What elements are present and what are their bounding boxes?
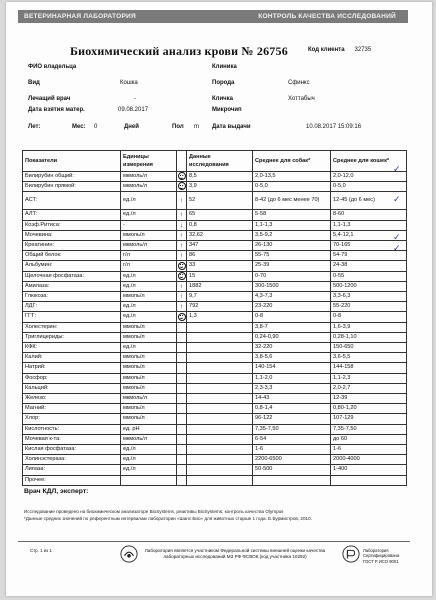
cell-indicator: ГГТ:: [23, 312, 121, 322]
arrow-up-icon: ↑: [177, 281, 187, 291]
table-row: [23, 292, 407, 302]
cell-result: [187, 424, 253, 434]
nickname-value: Хоттабыч: [288, 96, 315, 102]
check-mark-icon: ✓: [393, 243, 401, 253]
cell-flag: [177, 414, 187, 424]
cell-indicator: КФК:: [23, 343, 121, 353]
page-number: Стр. 1 из 1: [30, 548, 52, 553]
table-row: [23, 230, 407, 240]
table-header-row: [23, 151, 407, 172]
cell-units: ед./л: [121, 465, 177, 475]
cell-cat-ref: 0-5,0: [331, 182, 407, 192]
arrow-up-icon: ↑: [177, 230, 187, 240]
cell-cat-ref: 55-220: [331, 302, 407, 312]
table-row: [23, 182, 407, 192]
col-units: Единицы измерения: [121, 151, 177, 172]
arrow-up-icon: ↑: [177, 192, 187, 210]
cell-cat-ref: 8-60: [331, 210, 407, 220]
cell-units: ед./л: [121, 281, 177, 291]
arrow-up-icon: ↑: [177, 292, 187, 302]
cell-dog-ref: 5-58: [253, 210, 331, 220]
cell-units: мкмоль/л: [121, 182, 177, 192]
cell-result: [187, 383, 253, 393]
cell-cat-ref: 1-6: [331, 445, 407, 455]
cell-flag: [177, 332, 187, 342]
arrow-down-icon: ↓: [177, 220, 187, 230]
cell-dog-ref: 14-43: [253, 394, 331, 404]
lab-doctor-label: Врач КДЛ, эксперт:: [24, 488, 89, 495]
table-row: [23, 455, 407, 465]
cell-flag: [177, 172, 187, 182]
arrow-up-icon: ↑: [177, 210, 187, 220]
cell-flag: [177, 363, 187, 373]
cell-result: [187, 434, 253, 444]
cell-dog-ref: 23-220: [253, 302, 331, 312]
table-row: [23, 373, 407, 383]
table-row: [23, 343, 407, 353]
cell-result: 1882: [187, 281, 253, 291]
page-title: Биохимический анализ крови № 26756: [70, 44, 288, 58]
cell-dog-ref: 3,8-5,6: [253, 353, 331, 363]
cell-cat-ref: 54-79: [331, 251, 407, 261]
footer-divider: [18, 541, 410, 542]
cell-cat-ref: 2,0-2,7: [331, 383, 407, 393]
cell-cat-ref: 144-158: [331, 363, 407, 373]
cell-flag: [177, 455, 187, 465]
table-row: [23, 394, 407, 404]
arrow-up-icon: ↑: [177, 251, 187, 261]
cell-cat-ref: 5,4-12,1: [331, 230, 407, 240]
cell-dog-ref: 0,24-0,90: [253, 332, 331, 342]
cell-dog-ref: 1,1-1,3: [253, 220, 331, 230]
cell-cat-ref: 70-165: [331, 241, 407, 251]
cell-cat-ref: 7,35-7,50: [331, 424, 407, 434]
cell-cat-ref: 24-38: [331, 261, 407, 271]
cert-line-1: Лаборатория: [363, 548, 389, 553]
cell-indicator: Железо:: [23, 394, 121, 404]
check-mark-icon: ✓: [393, 164, 401, 174]
cell-result: 1,3: [187, 312, 253, 322]
years-label: Лет:: [28, 124, 41, 130]
cell-indicator: ЛДГ:: [23, 302, 121, 312]
smiley-normal-icon: [178, 182, 186, 190]
species-value: Кошка: [120, 80, 138, 86]
cell-units: [121, 475, 177, 485]
cell-units: г/л: [121, 261, 177, 271]
cell-result: 33: [187, 261, 253, 271]
attending-doctor-label: Лечащий врач: [28, 96, 71, 102]
cell-result: [187, 445, 253, 455]
cell-result: [187, 404, 253, 414]
sex-value: m: [194, 124, 199, 130]
cell-indicator: Коэф.Ритиса:: [23, 220, 121, 230]
cell-flag: [177, 261, 187, 271]
owner-label: ФИО владельца: [28, 64, 77, 70]
cell-dog-ref: 25-39: [253, 261, 331, 271]
cell-units: ммоль/л: [121, 414, 177, 424]
table-row: [23, 414, 407, 424]
sample-date-label: Дата взятия матер.: [28, 107, 85, 113]
cell-units: ммоль/л: [121, 322, 177, 332]
note-reference: *Данные средних значений по референтным интервалам лаборатории «Шанс Био» для животных старше 1 года. Е.Бурмистров, 2010.: [24, 516, 312, 521]
cell-units: ммоль/л: [121, 404, 177, 414]
cell-units: ммоль/л: [121, 363, 177, 373]
cell-result: 9,7: [187, 292, 253, 302]
table-row: [23, 465, 407, 475]
check-mark-icon: ✓: [393, 194, 401, 204]
cell-flag: [177, 404, 187, 414]
table-row: [23, 445, 407, 455]
cell-indicator: Щелочная фосфатаза:: [23, 271, 121, 281]
cert-line-2: Сертифицирована: [363, 553, 400, 559]
cell-indicator: Билирубин прямой:: [23, 182, 121, 192]
cell-cat-ref: 1,6-3,9: [331, 322, 407, 332]
cell-result: [187, 353, 253, 363]
days-label: Дней: [124, 124, 139, 130]
cell-cat-ref: 0-8: [331, 312, 407, 322]
cell-indicator: Фосфор:: [23, 373, 121, 383]
table-row: [23, 353, 407, 363]
cell-dog-ref: 96-122: [253, 414, 331, 424]
col-result: Данные исследования: [187, 151, 253, 172]
cell-units: ед./л: [121, 210, 177, 220]
lab-banner: [18, 10, 408, 23]
cell-units: ммоль/л: [121, 383, 177, 393]
cell-dog-ref: 50-500: [253, 465, 331, 475]
issue-date-label: Дата выдачи: [212, 124, 251, 130]
certification-logo-icon: [342, 545, 360, 563]
cell-flag: [177, 445, 187, 455]
cell-flag: [177, 343, 187, 353]
col-flag: [177, 151, 187, 172]
cell-units: ед./л: [121, 445, 177, 455]
cell-dog-ref: 0,8-1,4: [253, 404, 331, 414]
table-row: [23, 424, 407, 434]
cell-indicator: Кислотность:: [23, 424, 121, 434]
cell-cat-ref: 150-650: [331, 343, 407, 353]
table-row: [23, 261, 407, 271]
cell-dog-ref: 2200-6500: [253, 455, 331, 465]
table-row: [23, 172, 407, 182]
cell-cat-ref: 1,1-2,3: [331, 373, 407, 383]
cell-result: 0,8: [187, 220, 253, 230]
cell-flag: [177, 373, 187, 383]
table-row: [23, 475, 407, 485]
cell-result: [187, 414, 253, 424]
cell-units: ед./л: [121, 271, 177, 281]
cell-units: мкмоль/л: [121, 394, 177, 404]
cell-units: ед. pH: [121, 424, 177, 434]
table-row: [23, 192, 407, 210]
cell-flag: [177, 465, 187, 475]
cell-cat-ref: 0-55: [331, 271, 407, 281]
smiley-normal-icon: [178, 262, 186, 270]
cell-result: [187, 343, 253, 353]
cell-dog-ref: 6-54: [253, 434, 331, 444]
cell-flag: [177, 312, 187, 322]
nickname-label: Кличка: [212, 96, 233, 102]
cell-result: [187, 322, 253, 332]
cell-units: ед./л: [121, 343, 177, 353]
cell-result: [187, 465, 253, 475]
banner-right: КОНТРОЛЬ КАЧЕСТВА ИССЛЕДОВАНИЙ: [258, 13, 396, 20]
cell-indicator: Триглицериды:: [23, 332, 121, 342]
cell-flag: [177, 271, 187, 281]
cell-dog-ref: 300-1500: [253, 281, 331, 291]
smiley-normal-icon: [178, 272, 186, 280]
cell-flag: [177, 182, 187, 192]
cell-indicator: Альбумин:: [23, 261, 121, 271]
cell-indicator: Холестерин:: [23, 322, 121, 332]
arrow-up-icon: ↑: [177, 241, 187, 251]
cell-dog-ref: [253, 475, 331, 485]
cell-flag: [177, 353, 187, 363]
table-row: [23, 312, 407, 322]
cell-dog-ref: 3,8-7: [253, 322, 331, 332]
cell-cat-ref: 3,3-6,3: [331, 292, 407, 302]
microchip-label: Микрочип: [212, 107, 242, 113]
cell-units: ммоль/л: [121, 353, 177, 363]
smiley-normal-icon: [178, 172, 186, 180]
cell-flag: [177, 424, 187, 434]
cell-dog-ref: 4,3-7,3: [253, 292, 331, 302]
cell-dog-ref: 2,3-3,3: [253, 383, 331, 393]
table-row: [23, 210, 407, 220]
results-body: [23, 172, 407, 486]
table-row: [23, 241, 407, 251]
cell-indicator: Прочее:: [23, 475, 121, 485]
issue-date-value: 10.08.2017 15:09:16: [306, 124, 362, 130]
cell-cat-ref: 1,1-1,3: [331, 220, 407, 230]
table-row: [23, 302, 407, 312]
table-row: [23, 404, 407, 414]
arrow-up-icon: ↑: [177, 302, 187, 312]
cell-indicator: Общий белок:: [23, 251, 121, 261]
cell-units: ед./л: [121, 302, 177, 312]
check-mark-icon: ✓: [393, 232, 401, 242]
cell-dog-ref: 2,0-13,5: [253, 172, 331, 182]
certification-text: [363, 548, 399, 564]
cell-indicator: Амилаза:: [23, 281, 121, 291]
cell-result: [187, 363, 253, 373]
attending-doctor-value: -: [134, 96, 136, 102]
cell-indicator: Мочевина:: [23, 230, 121, 240]
banner-left: ВЕТЕРИНАРНАЯ ЛАБОРАТОРИЯ: [24, 13, 136, 20]
smiley-normal-icon: [178, 313, 186, 321]
cell-result: [187, 373, 253, 383]
col-cat-ref: Среднее для кошек*: [331, 151, 407, 172]
table-row: [23, 383, 407, 393]
cell-units: мкмоль/л: [121, 172, 177, 182]
table-row: [23, 251, 407, 261]
cell-units: мкмоль/л: [121, 241, 177, 251]
cell-indicator: Мочевая к-та:: [23, 434, 121, 444]
table-row: [23, 271, 407, 281]
cell-indicator: Холинэстераза:: [23, 455, 121, 465]
table-row: [23, 322, 407, 332]
table-row: [23, 332, 407, 342]
cell-dog-ref: 3,5-9,2: [253, 230, 331, 240]
note-analyzer: Исследование проведено на биохимическом анализаторе BioSystems, реактивы BioSystems; контроль качества Olympus: [24, 509, 284, 514]
breed-label: Порода: [212, 80, 235, 86]
cell-units: ед./л: [121, 192, 177, 210]
cell-dog-ref: 32-220: [253, 343, 331, 353]
cell-indicator: Креатинин:: [23, 241, 121, 251]
cell-dog-ref: 55-75: [253, 251, 331, 261]
breed-value: Сфинкс: [288, 80, 310, 86]
cell-flag: [177, 475, 187, 485]
cell-indicator: Хлор:: [23, 414, 121, 424]
cell-cat-ref: [331, 475, 407, 485]
cell-result: 32,62: [187, 230, 253, 240]
cell-indicator: Кислая фосфатаза:: [23, 445, 121, 455]
cell-cat-ref: 12-39: [331, 394, 407, 404]
cell-units: ммоль/л: [121, 373, 177, 383]
client-code-value: 32735: [354, 47, 372, 53]
cell-result: 86: [187, 251, 253, 261]
cell-units: ммоль/л: [121, 332, 177, 342]
cell-indicator: АСТ:: [23, 192, 121, 210]
cell-cat-ref: 0,28-1,10: [331, 332, 407, 342]
cell-result: [187, 332, 253, 342]
client-code: [308, 47, 371, 53]
species-label: Вид: [28, 80, 40, 86]
cell-indicator: Глюкоза:: [23, 292, 121, 302]
cell-units: ммоль/л: [121, 230, 177, 240]
cell-units: ед./л: [121, 312, 177, 322]
months-label: Мес:: [72, 124, 86, 130]
cell-units: мкмоль/л: [121, 434, 177, 444]
cell-flag: [177, 383, 187, 393]
cell-cat-ref: до 60: [331, 434, 407, 444]
sample-date-value: 09.08.2017: [118, 107, 149, 113]
cell-units: г/л: [121, 251, 177, 261]
cell-dog-ref: 0-70: [253, 271, 331, 281]
cell-cat-ref: 12-45 (до 6 мес): [331, 192, 407, 210]
cell-result: [187, 394, 253, 404]
cell-indicator: Билирубин общий:: [23, 172, 121, 182]
cell-result: [187, 455, 253, 465]
cell-cat-ref: 2,0-12,0: [331, 172, 407, 182]
cell-result: 65: [187, 210, 253, 220]
cell-cat-ref: 0,80-1,20: [331, 404, 407, 414]
cell-units: ммоль/л: [121, 292, 177, 302]
cell-cat-ref: 3,6-5,5: [331, 353, 407, 363]
cell-dog-ref: 1,1-2,0: [253, 373, 331, 383]
cell-indicator: АЛТ:: [23, 210, 121, 220]
client-code-label: Код клиента: [308, 47, 345, 53]
cell-indicator: Магний:: [23, 404, 121, 414]
cell-indicator: Натрий:: [23, 363, 121, 373]
cell-cat-ref: 1-400: [331, 465, 407, 475]
table-row: [23, 220, 407, 230]
cell-units: -: [121, 220, 177, 230]
cell-cat-ref: 107-129: [331, 414, 407, 424]
cell-cat-ref: 500-1200: [331, 281, 407, 291]
cell-dog-ref: 140-154: [253, 363, 331, 373]
cell-dog-ref: 26-130: [253, 241, 331, 251]
cell-result: 52: [187, 192, 253, 210]
table-row: [23, 434, 407, 444]
table-row: [23, 363, 407, 373]
cert-line-3: ГОСТ Р ИСО 9001: [363, 558, 399, 564]
cell-result: 15: [187, 271, 253, 281]
cell-dog-ref: 1-6: [253, 445, 331, 455]
cell-dog-ref: 7,35-7,50: [253, 424, 331, 434]
cell-result: 3,9: [187, 182, 253, 192]
col-dog-ref: Среднее для собак*: [253, 151, 331, 172]
cell-units: ед./л: [121, 455, 177, 465]
cell-result: [187, 475, 253, 485]
cell-flag: [177, 394, 187, 404]
cell-flag: [177, 434, 187, 444]
results-table: [22, 150, 407, 486]
table-row: [23, 281, 407, 291]
cell-cat-ref: 2000-4000: [331, 455, 407, 465]
cell-result: 8,5: [187, 172, 253, 182]
cell-indicator: Липаза:: [23, 465, 121, 475]
cell-indicator: Калий:: [23, 353, 121, 363]
clinic-label: Клиника: [212, 64, 237, 70]
cell-result: 347: [187, 241, 253, 251]
cell-indicator: Кальций:: [23, 383, 121, 393]
cell-dog-ref: 0-5,0: [253, 182, 331, 192]
cell-result: 792: [187, 302, 253, 312]
footer-text: Лаборатория является участником Федеральной системы внешней оценки качества лабораторных исследований МЗ РФ ФСВОК (код участника 10292): [144, 548, 326, 559]
fsvok-logo-icon: [120, 545, 138, 563]
months-value: 0: [94, 124, 98, 130]
cell-flag: [177, 322, 187, 332]
cell-dog-ref: 8-42 (до 6 мес менее 70): [253, 192, 331, 210]
sex-label: Пол: [172, 124, 184, 130]
col-indicator: Показатели: [23, 151, 121, 172]
cell-dog-ref: 0-8: [253, 312, 331, 322]
